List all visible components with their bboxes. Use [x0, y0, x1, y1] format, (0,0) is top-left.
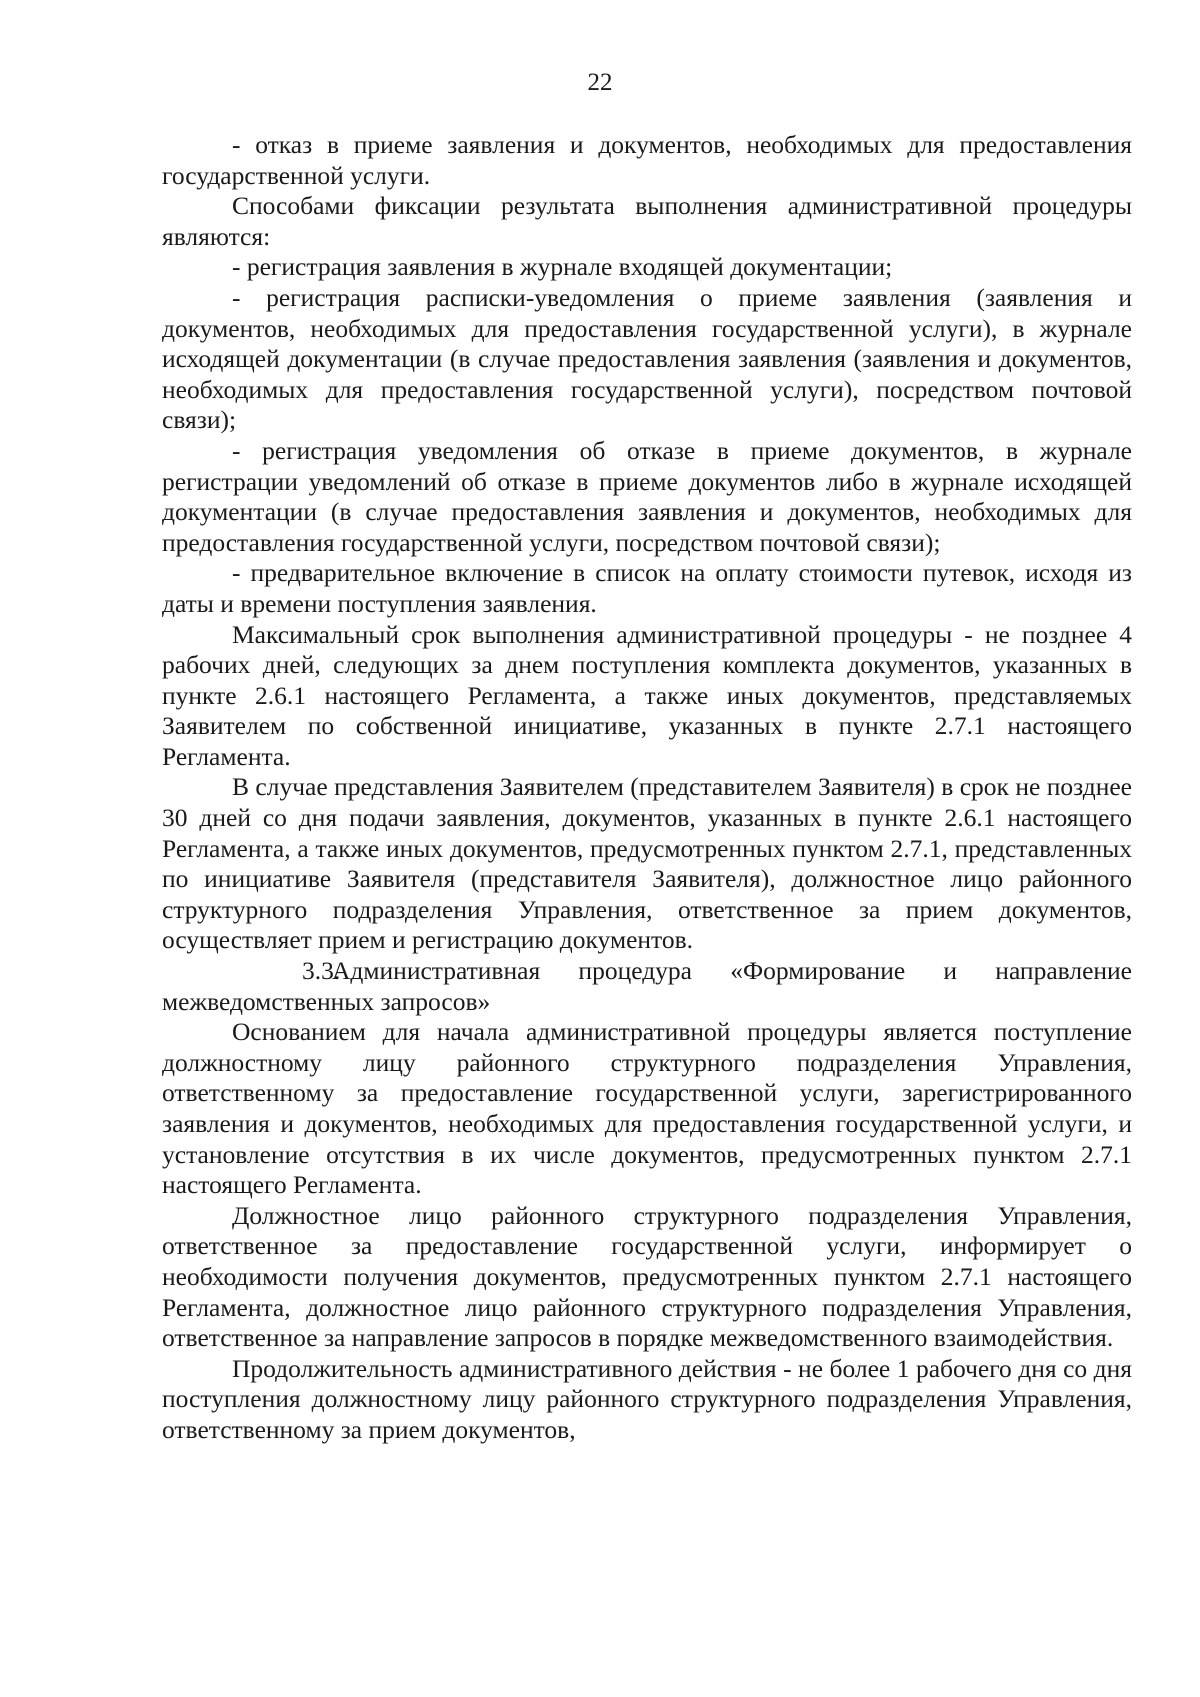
page-number: 22	[587, 69, 613, 96]
section-title: Административная процедура «Формирование и направление межведомственных запросов»	[162, 956, 1132, 1016]
paragraph-duration: Продолжительность административного действия - не более 1 рабочего дня со дня поступления должностному лицу районного структурного подразделения Управления, ответственному за прием документов,	[162, 1353, 1132, 1444]
section-number: 3.3.	[302, 956, 341, 986]
paragraph-official-informs: Должностное лицо районного структурного подразделения Управления, ответственное за предоставление государственной услуги, информирует о необходимости получения документов, предусмотренных пунктом 2.7.1 настоящего Регламента, должностное лицо районного структурного подразделения Управления, ответственное за направление запросов в порядке межведомственного взаимодействия.	[162, 1200, 1132, 1353]
document-body	[162, 130, 1132, 1446]
paragraph-registration-refusal: - регистрация уведомления об отказе в приеме документов, в журнале регистрации уведомлений об отказе в приеме документов либо в журнале исходящей документации (в случае предоставления заявления и документов, необходимых для предоставления государственной услуги, посредством почтовой связи);	[162, 435, 1132, 557]
paragraph-refusal-item: - отказ в приеме заявления и документов, необходимых для предоставления государственной услуги.	[162, 130, 1132, 190]
paragraph-registration-receipt: - регистрация расписки-уведомления о приеме заявления (заявления и документов, необходимых для предоставления государственной услуги), в журнале исходящей документации (в случае предоставления заявления (заявления и документов, необходимых для предоставления государственной услуги), посредством почтовой связи);	[162, 282, 1132, 435]
paragraph-grounds: Основанием для начала административной процедуры является поступление должностному лицу районного структурного подразделения Управления, ответственному за предоставление государственной услуги, зарегистрированного заявления и документов, необходимых для предоставления государственной услуги, и установление отсутствия в их числе документов, предусмотренных пунктом 2.7.1 настоящего Регламента.	[162, 1017, 1132, 1200]
section-heading	[162, 956, 1132, 1017]
paragraph-registration-incoming: - регистрация заявления в журнале входящей документации;	[232, 252, 893, 282]
paragraph-submission-case: В случае представления Заявителем (представителем Заявителя) в срок не позднее 30 дней со дня подачи заявления, документов, указанных в пункте 2.6.1 настоящего Регламента, а также иных документов, предусмотренных пунктом 2.7.1, представленных по инициативе Заявителя (представителя Заявителя), должностное лицо районного структурного подразделения Управления, ответственное за прием документов, осуществляет прием и регистрацию документов.	[162, 772, 1132, 955]
paragraph-max-term: Максимальный срок выполнения административной процедуры - не позднее 4 рабочих дней, следующих за днем поступления комплекта документов, указанных в пункте 2.6.1 настоящего Регламента, а также иных документов, представляемых Заявителем по собственной инициативе, указанных в пункте 2.7.1 настоящего Регламента.	[162, 619, 1132, 771]
paragraph-fixation-methods: Способами фиксации результата выполнения административной процедуры являются:	[162, 191, 1132, 251]
paragraph-preliminary-inclusion: - предварительное включение в список на оплату стоимости путевок, исходя из даты и времени поступления заявления.	[162, 558, 1132, 618]
